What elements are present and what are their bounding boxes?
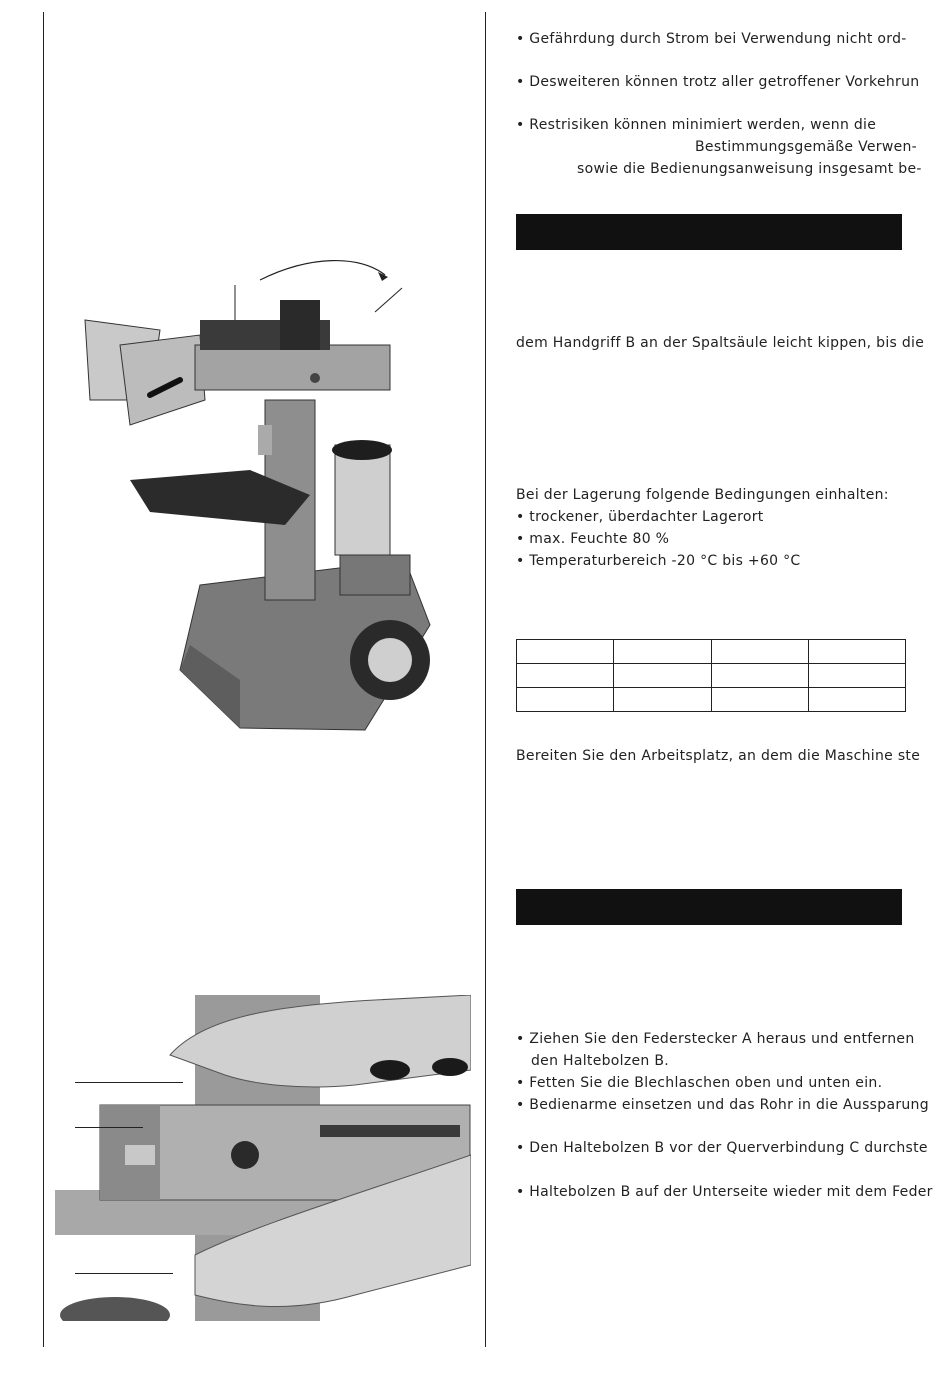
assembly-step: • Haltebolzen B auf der Unterseite wieder mit dem Feder: [516, 1184, 933, 1200]
hazard-line-4: Bestimmungsgemäße Verwen-: [695, 139, 918, 155]
callout-line-c: [75, 1273, 173, 1274]
table-row: [517, 640, 906, 664]
assembly-step: • Bedienarme einsetzen und das Rohr in die Aussparung: [516, 1097, 929, 1113]
callout-line-b: [75, 1127, 143, 1128]
storage-item: • Temperaturbereich -20 °C bis +60 °C: [516, 553, 801, 569]
hazard-line-5: sowie die Bedienungsanweisung insgesamt be-: [577, 161, 922, 177]
table-row: [517, 664, 906, 688]
hazard-line-2: • Desweiteren können trotz aller getroffener Vorkehrun: [516, 74, 920, 90]
left-margin-rule: [43, 12, 44, 1347]
column-divider-rule: [485, 12, 486, 1347]
rotation-arrow-icon: [260, 261, 385, 280]
storage-intro: Bei der Lagerung folgende Bedingungen einhalten:: [516, 487, 889, 503]
hazard-line-1: • Gefährdung durch Strom bei Verwendung nicht ord-: [516, 31, 907, 47]
callout-line-a: [75, 1082, 183, 1083]
section-heading-bar-2: [516, 889, 902, 925]
hazard-line-3: • Restrisiken können minimiert werden, wenn die: [516, 117, 877, 133]
assembly-step: • Ziehen Sie den Federstecker A heraus und entfernen: [516, 1031, 915, 1047]
storage-item: • trockener, überdachter Lagerort: [516, 509, 764, 525]
assembly-step: • Den Haltebolzen B vor der Querverbindung C durchste: [516, 1140, 928, 1156]
transport-text: dem Handgriff B an der Spaltsäule leicht kippen, bis die: [516, 335, 925, 351]
assembly-step: • Fetten Sie die Blechlaschen oben und unten ein.: [516, 1075, 883, 1091]
section-heading-bar: [516, 214, 902, 250]
log-splitter-figure: [80, 250, 440, 735]
spec-table: [516, 639, 906, 712]
storage-item: • max. Feuchte 80 %: [516, 531, 670, 547]
table-row: [517, 688, 906, 712]
assembly-step: den Haltebolzen B.: [531, 1053, 670, 1069]
workplace-text: Bereiten Sie den Arbeitsplatz, an dem die Maschine ste: [516, 748, 921, 764]
